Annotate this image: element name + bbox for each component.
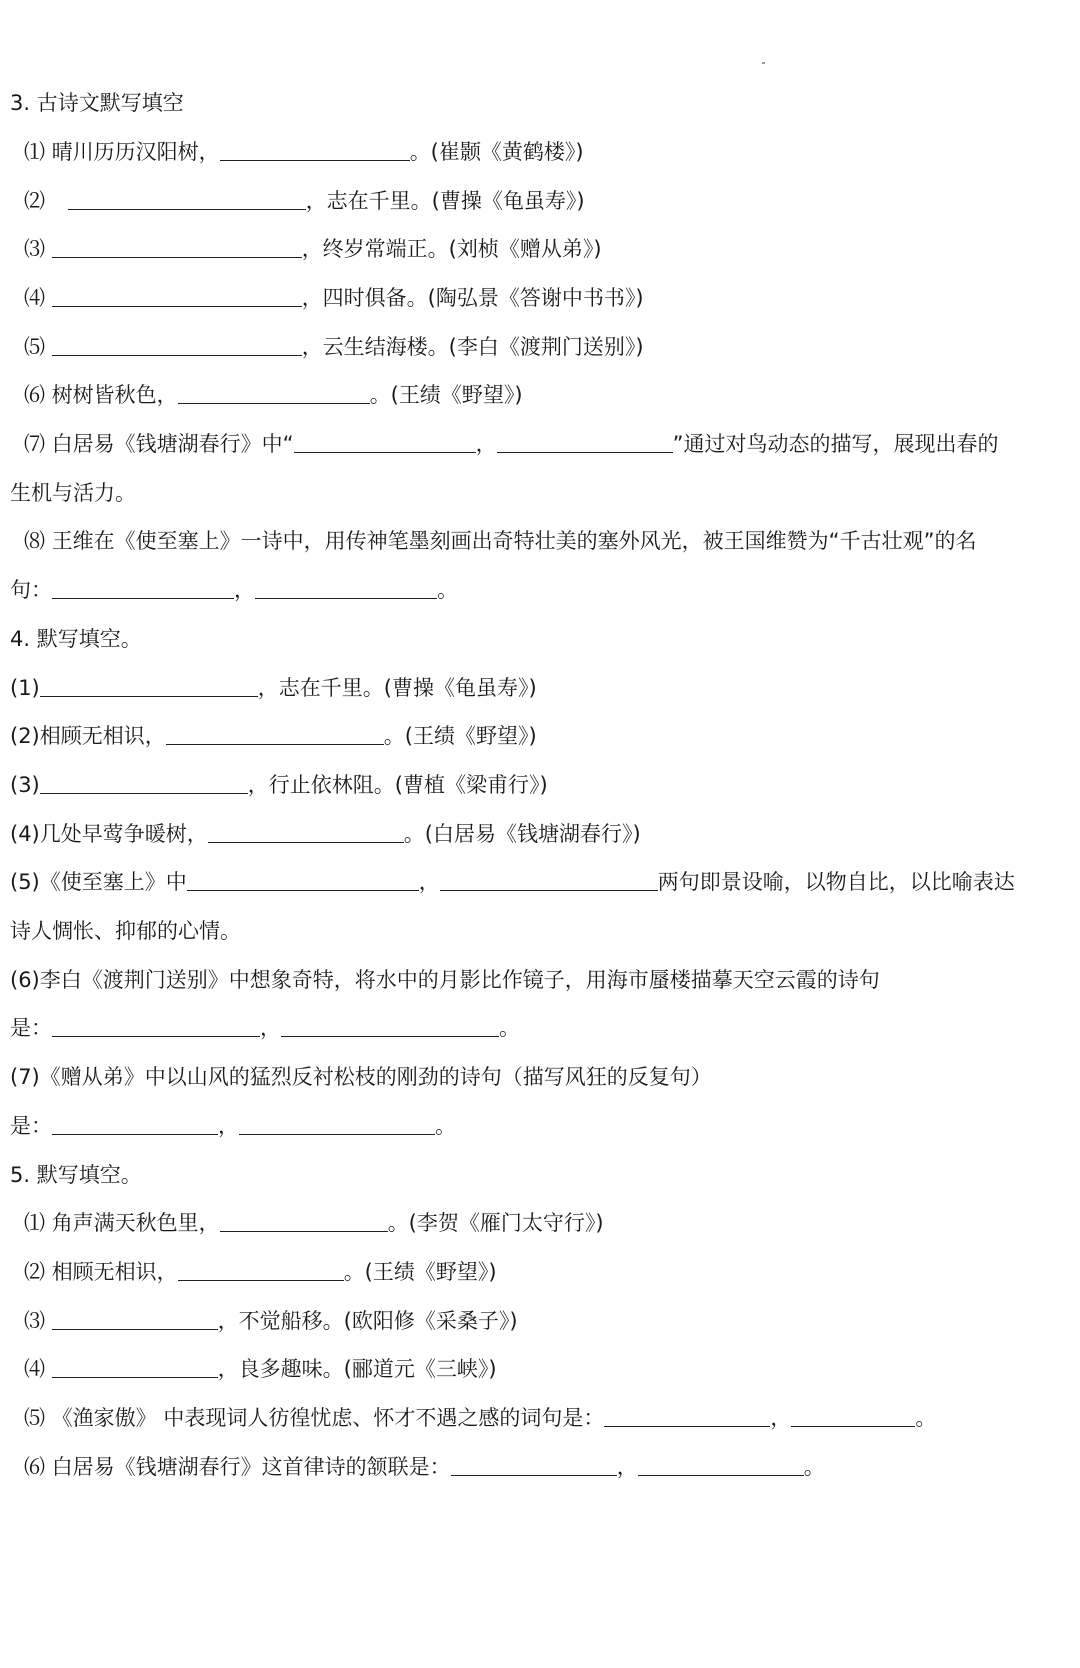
item-suffix: ，良多趣味。(郦道元《三峡》) <box>217 1357 497 1381</box>
question-4-1 <box>10 673 1060 703</box>
item-number: ⑵ <box>24 1260 45 1284</box>
answer-blank[interactable] <box>638 1453 804 1476</box>
answer-blank[interactable] <box>52 235 302 258</box>
item-number: (7) <box>10 1065 40 1089</box>
answer-blank[interactable] <box>294 430 476 453</box>
item-suffix: 。 <box>435 1114 456 1138</box>
question-3-1 <box>24 137 1060 167</box>
item-suffix: ，志在千里。(曹操《龟虽寿》) <box>257 676 537 700</box>
item-suffix: 。 <box>915 1406 937 1430</box>
item-suffix: ”通过对鸟动态的描写，展现出春的 <box>672 432 999 456</box>
item-prefix: 是： <box>10 1016 52 1040</box>
answer-blank[interactable] <box>451 1453 617 1476</box>
question-3-5 <box>24 332 1060 362</box>
item-suffix: 。 <box>803 1455 825 1479</box>
question-5-3 <box>24 1306 1060 1336</box>
item-prefix: 相顾无相识， <box>39 724 166 748</box>
item-number: ⑸ <box>24 335 45 359</box>
item-number: ⑶ <box>24 237 45 261</box>
answer-blank[interactable] <box>68 187 306 210</box>
question-5-1 <box>24 1208 1060 1238</box>
item-prefix: 白居易《钱塘湖春行》中“ <box>51 432 294 456</box>
item-suffix: 。 <box>499 1016 520 1040</box>
item-number: ⑵ <box>24 189 45 213</box>
item-suffix: ，不觉船移。(欧阳修《采桑子》) <box>217 1309 518 1333</box>
answer-blank[interactable] <box>281 1014 499 1037</box>
item-number: ⑸ <box>24 1406 45 1430</box>
answer-blank[interactable] <box>220 138 410 161</box>
answer-blank[interactable] <box>40 771 248 794</box>
answer-blank[interactable] <box>604 1404 770 1427</box>
item-prefix: 《渔家傲》 中表现词人彷徨忧虑、怀才不遇之感的词句是： <box>51 1406 605 1430</box>
section-5-title: 5. 默写填空。 <box>10 1163 142 1187</box>
answer-blank[interactable] <box>52 1112 218 1135</box>
item-prefix: 句： <box>10 578 52 602</box>
item-mid: ， <box>418 870 440 894</box>
item-suffix: 。(王绩《野望》) <box>343 1260 497 1284</box>
item-prefix: 树树皆秋色， <box>51 383 178 407</box>
question-5-2 <box>24 1257 1060 1287</box>
item-number: ⑷ <box>24 286 45 310</box>
item-mid: ， <box>770 1406 792 1430</box>
item-number: ⑷ <box>24 1357 45 1381</box>
item-suffix: 。(李贺《雁门太守行》) <box>387 1211 604 1235</box>
item-suffix: 。 <box>437 578 458 602</box>
answer-blank[interactable] <box>208 820 404 843</box>
question-3-4 <box>24 283 1060 313</box>
answer-blank[interactable] <box>166 722 384 745</box>
answer-blank[interactable] <box>40 674 258 697</box>
answer-blank[interactable] <box>52 1014 260 1037</box>
question-3-6 <box>24 380 1060 410</box>
item-number: ⑻ <box>24 529 45 553</box>
answer-blank[interactable] <box>239 1112 435 1135</box>
question-3-7 <box>24 429 1060 459</box>
item-mid: ， <box>234 578 255 602</box>
item-suffix: 。(白居易《钱塘湖春行》) <box>403 822 641 846</box>
item-number: ⑶ <box>24 1309 45 1333</box>
item-prefix: 几处早莺争暖树， <box>39 822 208 846</box>
question-5-5 <box>24 1403 1060 1433</box>
answer-blank[interactable] <box>220 1209 388 1232</box>
item-suffix: ，终岁常端正。(刘桢《赠从弟》) <box>301 237 602 261</box>
item-prefix: 角声满天秋色里， <box>51 1211 220 1235</box>
answer-blank[interactable] <box>52 1355 218 1378</box>
question-4-7-continued <box>10 1111 1060 1141</box>
question-3-8 <box>24 526 1060 556</box>
answer-blank[interactable] <box>187 868 419 891</box>
item-suffix: ，云生结海楼。(李白《渡荆门送别》) <box>301 335 644 359</box>
question-4-6 <box>10 965 1060 995</box>
item-mid: ， <box>616 1455 638 1479</box>
answer-blank[interactable] <box>178 381 370 404</box>
answer-blank[interactable] <box>440 868 658 891</box>
item-number: (2) <box>10 724 40 748</box>
answer-blank[interactable] <box>52 1307 218 1330</box>
item-number: ⑹ <box>24 1455 45 1479</box>
item-number: (4) <box>10 822 40 846</box>
section-3-title: 3. 古诗文默写填空 <box>10 91 184 115</box>
question-5-6 <box>24 1452 1060 1482</box>
item-number: ⑴ <box>24 140 45 164</box>
item-number: (6) <box>10 968 40 992</box>
item-number: ⑺ <box>24 432 45 456</box>
item-mid: ， <box>475 432 497 456</box>
item-prefix: 《使至塞上》中 <box>39 870 187 894</box>
item-suffix: 。(王绩《野望》) <box>369 383 523 407</box>
answer-blank[interactable] <box>255 576 437 599</box>
item-prefix: 白居易《钱塘湖春行》这首律诗的颔联是： <box>51 1455 451 1479</box>
answer-blank[interactable] <box>178 1258 344 1281</box>
question-4-7 <box>10 1062 1060 1092</box>
item-prefix: 王维在《使至塞上》一诗中，用传神笔墨刻画出奇特壮美的塞外风光，被王国维赞为“千古壮观”的名 <box>51 529 977 553</box>
item-number: (1) <box>10 676 40 700</box>
item-suffix: ，志在千里。(曹操《龟虽寿》) <box>305 189 585 213</box>
item-number: ⑹ <box>24 383 45 407</box>
answer-blank[interactable] <box>791 1404 915 1427</box>
question-3-2 <box>24 186 1060 216</box>
answer-blank[interactable] <box>52 576 234 599</box>
scan-dot <box>762 62 765 64</box>
item-mid: ， <box>218 1114 239 1138</box>
item-suffix: 。(王绩《野望》) <box>383 724 537 748</box>
item-number: (5) <box>10 870 40 894</box>
question-4-3 <box>10 770 1060 800</box>
item-suffix: ，四时俱备。(陶弘景《答谢中书书》) <box>301 286 644 310</box>
item-suffix: ，行止依林阻。(曹植《梁甫行》) <box>247 773 548 797</box>
item-prefix: 相顾无相识， <box>51 1260 178 1284</box>
question-4-6-continued <box>10 1013 1060 1043</box>
item-mid: ， <box>260 1016 281 1040</box>
question-4-4 <box>10 819 1060 849</box>
item-number: (3) <box>10 773 40 797</box>
item-prefix: 晴川历历汉阳树， <box>51 140 220 164</box>
item-prefix: 李白《渡荆门送别》中想象奇特，将水中的月影比作镜子，用海市蜃楼描摹天空云霞的诗句 <box>39 968 880 992</box>
question-3-7-continued: 生机与活力。 <box>10 481 136 505</box>
answer-blank[interactable] <box>52 284 302 307</box>
question-5-4 <box>24 1354 1060 1384</box>
item-suffix: 。(崔颢《黄鹤楼》) <box>409 140 584 164</box>
answer-blank[interactable] <box>52 333 302 356</box>
question-3-3 <box>24 234 1060 264</box>
question-3-8-continued <box>10 575 1060 605</box>
question-4-2 <box>10 721 1060 751</box>
item-number: ⑴ <box>24 1211 45 1235</box>
question-4-5-continued: 诗人惆怅、抑郁的心情。 <box>10 919 241 943</box>
answer-blank[interactable] <box>497 430 673 453</box>
item-prefix: 是： <box>10 1114 52 1138</box>
item-prefix: 《赠从弟》中以山风的猛烈反衬松枝的刚劲的诗句（描写风狂的反复句） <box>39 1065 712 1089</box>
question-4-5 <box>10 867 1060 897</box>
section-4-title: 4. 默写填空。 <box>10 627 142 651</box>
item-suffix: 两句即景设喻，以物自比，以比喻表达 <box>657 870 1015 894</box>
